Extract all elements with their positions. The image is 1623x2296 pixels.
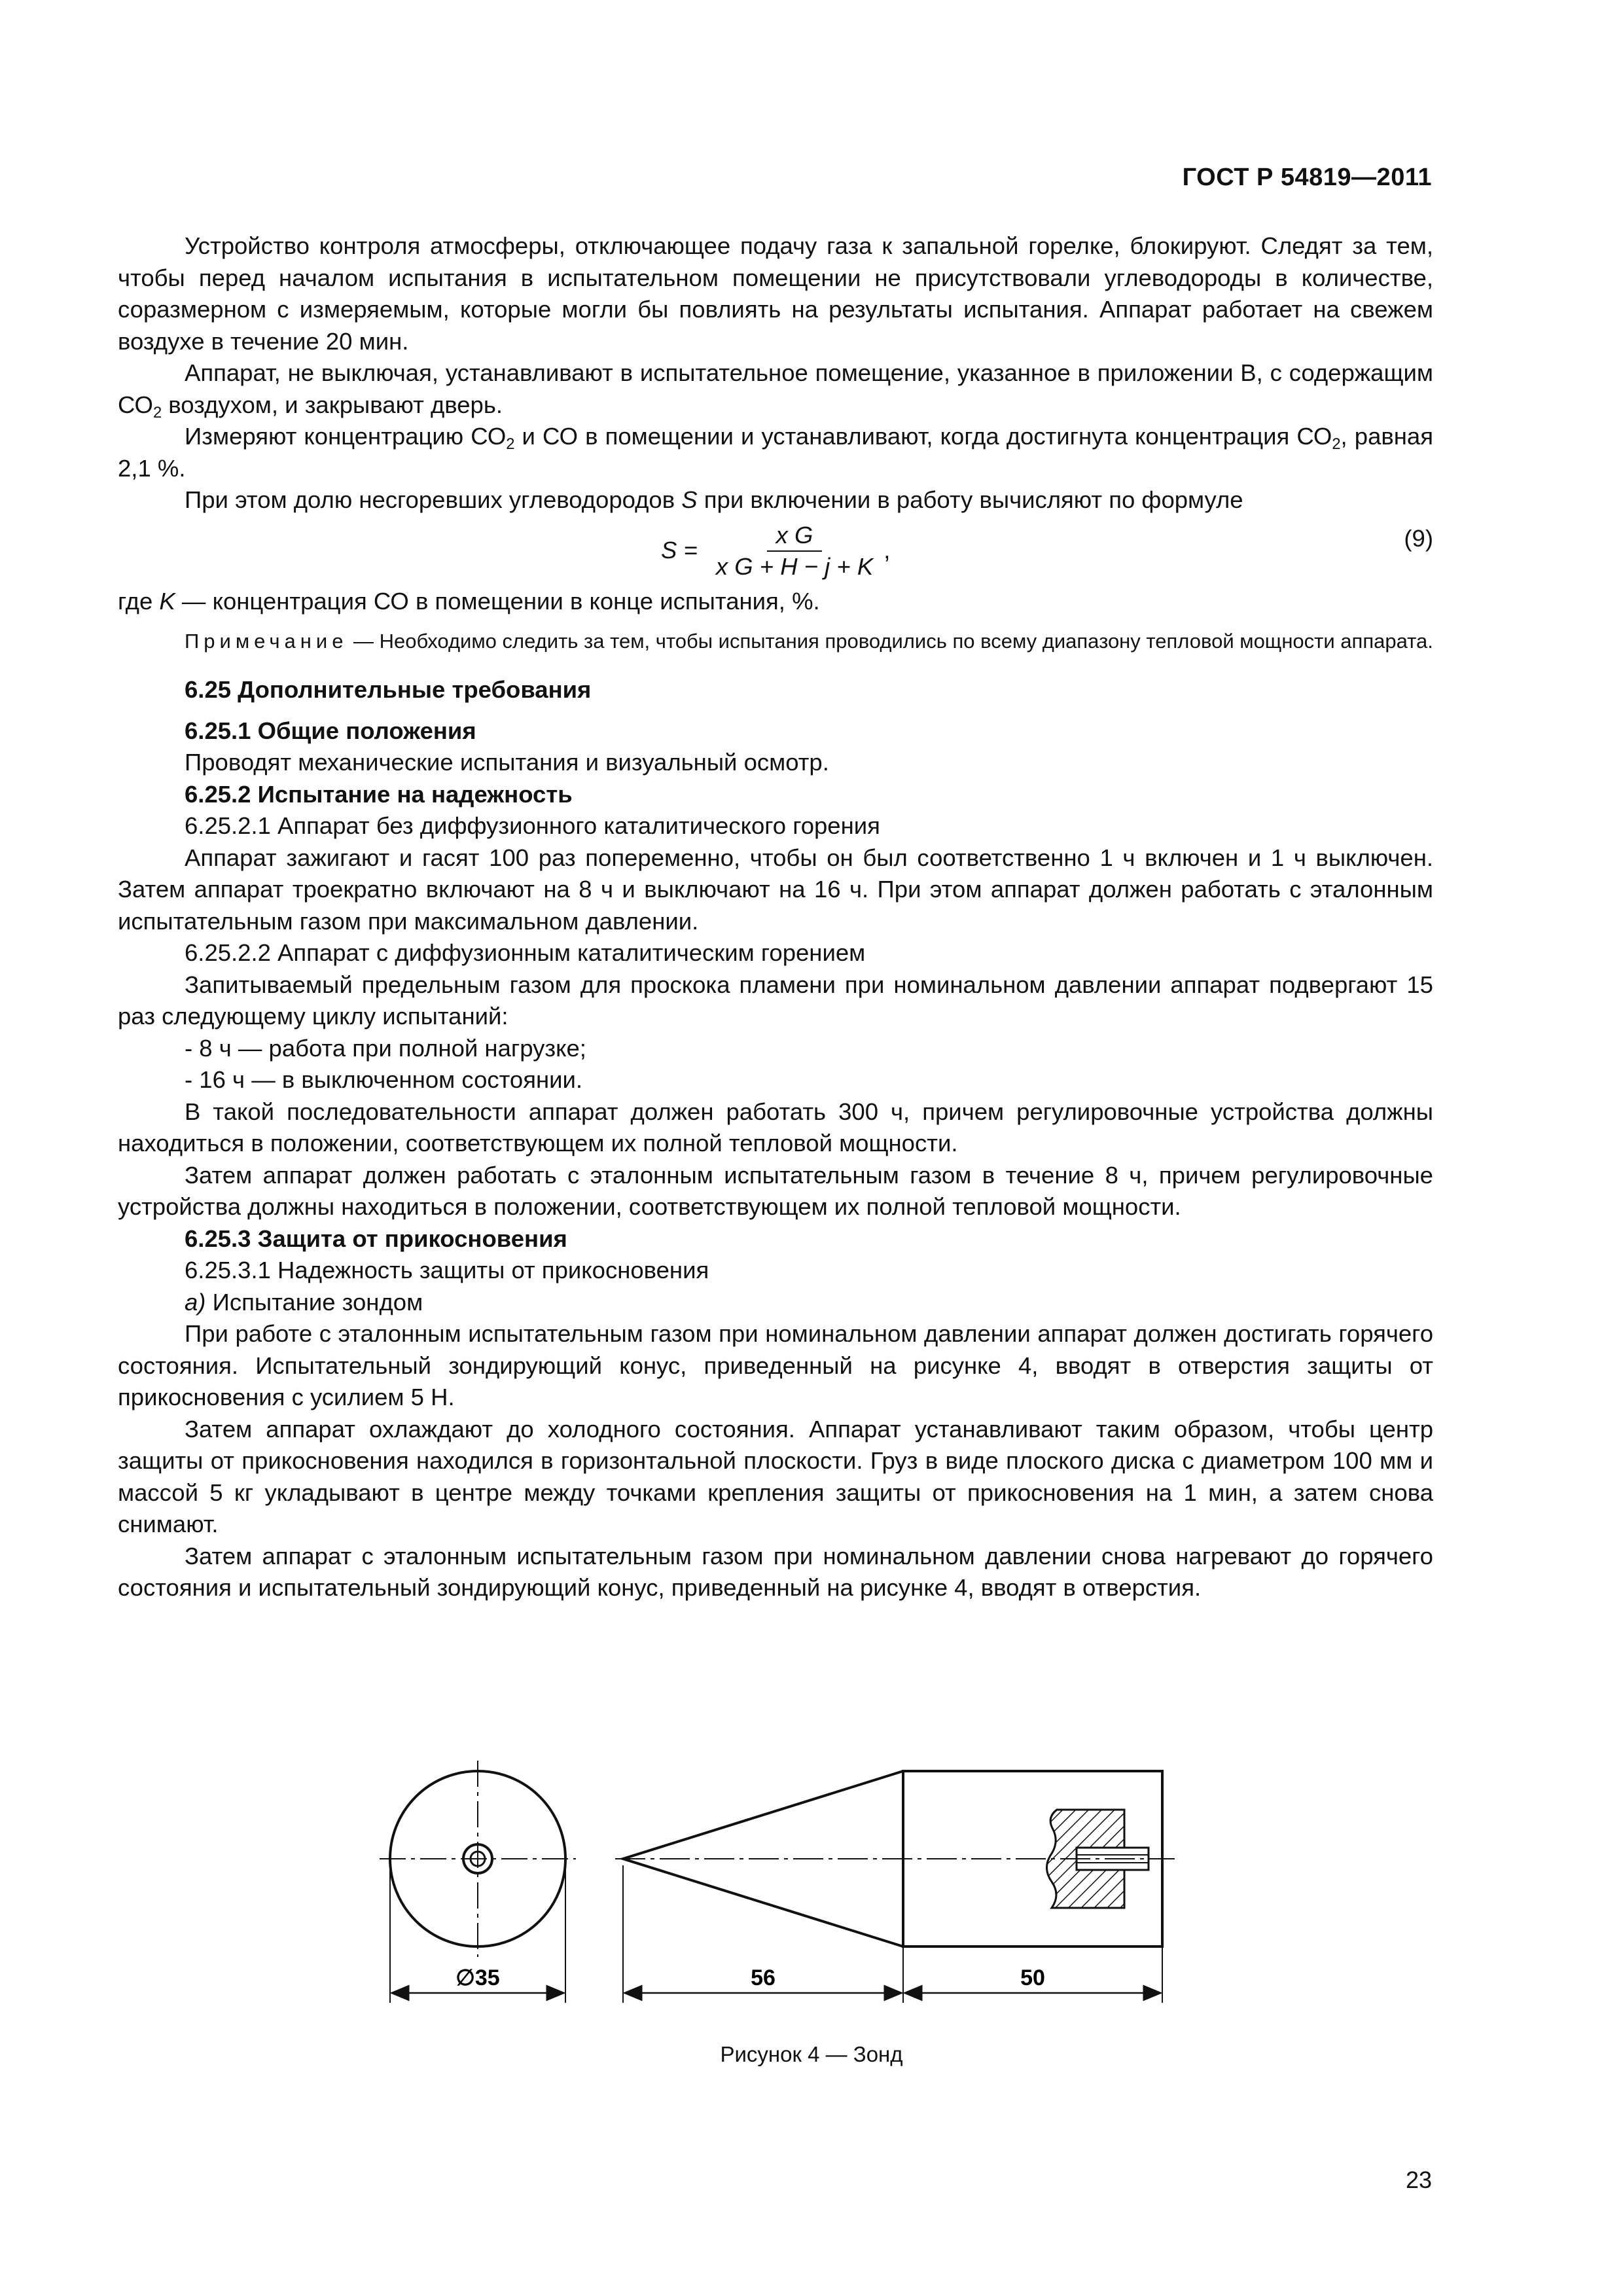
section-heading: 6.25 Дополнительные требования [185,676,592,703]
paragraph: Проводят механические испытания и визуальный осмотр. [185,749,829,776]
dimension-cone-length: 56 [751,1965,776,1990]
paragraph: Затем аппарат должен работать с эталонным испытательным газом в течение 8 ч, причем регулировочные устройства должны находиться в положении, соответствующем их полной тепловой мощности. [118,1161,1433,1220]
page-number: 23 [1405,2166,1432,2193]
note-label: Примечание [185,630,348,653]
clause-title: 6.25.3.1 Надежность защиты от прикосновения [185,1257,709,1283]
dimension-diameter: ∅35 [455,1965,500,1990]
standard-header: ГОСТ Р 54819—2011 [1182,164,1432,191]
document-body [118,230,1433,1604]
paragraph: Устройство контроля атмосферы, отключающее подачу газа к запальной горелке, блокируют. Следят за тем, чтобы перед началом испытания в испытательном помещении не присутствовали углеводороды в количестве, соразмерном с измеряемым, которые могли бы повлиять на результаты испытания. Аппарат работает на свежем воздухе в течение 20 мин. [118,232,1433,355]
formula-9 [118,516,1433,586]
list-item: а) Испытание зондом [185,1288,423,1316]
dimension-cylinder-length: 50 [1020,1965,1045,1990]
subsection-heading: 6.25.1 Общие положения [185,717,476,744]
subsection-heading: 6.25.2 Испытание на надежность [185,780,573,808]
formula-denominator: x G + H − j + K [715,552,874,580]
clause-title: 6.25.2.1 Аппарат без диффузионного каталитического горения [185,812,880,839]
subsection-heading: 6.25.3 Защита от прикосновения [185,1225,567,1252]
paragraph: Аппарат зажигают и гасят 100 раз попеременно, чтобы он был соответственно 1 ч включен и 1 ч выключен. Затем аппарат троекратно включают на 8 ч и выключают на 16 ч. При этом аппарат должен работать с эталонным испытательным газом при максимальном давлении. [118,844,1433,935]
paragraph: В такой последовательности аппарат должен работать 300 ч, причем регулировочные устройства должны находиться в положении, соответствующем их полной тепловой мощности. [118,1098,1433,1157]
end-view [380,1761,576,1957]
figure-caption: Рисунок 4 — Зонд [720,2042,903,2066]
probe-drawing [366,1728,1178,2009]
where-clause: где K — концентрация СО в помещении в конце испытания, %. [118,587,820,615]
paragraph: Запитываемый предельным газом для проскока пламени при номинальном давлении аппарат подвергают 15 раз следующему циклу испытаний: [118,971,1433,1030]
note: Примечание — Необходимо следить за тем, чтобы испытания проводились по всему диапазону тепловой мощности аппарата. [185,630,1433,653]
paragraph: При этом долю несгоревших углеводородов S при включении в работу вычисляют по формуле [185,486,1243,513]
paragraph: Аппарат, не выключая, устанавливают в испытательное помещение, указанное в приложении В, с содержащим $СО_2$ воздухом, и закрывают дверь. [118,359,1433,422]
list-item: - 8 ч — работа при полной нагрузке; [185,1034,586,1062]
side-view [615,1771,1175,1946]
paragraph: При работе с эталонным испытательным газом при номинальном давлении аппарат должен достигать горячего состояния. Испытательный зондирующий конус, приведенный на рисунке 4, вводят в отверстия защиты от прикосновения с усилием 5 Н. [118,1320,1433,1410]
dimensions [390,1865,1162,2003]
list-item: - 16 ч — в выключенном состоянии. [185,1066,583,1093]
equation-number: (9) [1404,524,1433,552]
formula-lhs: S = [661,537,698,564]
paragraph: Затем аппарат охлаждают до холодного состояния. Аппарат устанавливают таким образом, чтобы центр защиты от прикосновения находился в горизонтальной плоскости. Груз в виде плоского диска с диаметром 100 мм и массой 5 кг укладывают в центре между точками крепления защиты от прикосновения на 1 мин, а затем снова снимают. [118,1415,1433,1537]
paragraph: Измеряют концентрацию $СО_2$ и СО в помещении и устанавливают, когда достигнута концентрация $СО_2$, равная 2,1 %. [118,423,1433,482]
formula: S = $\frac{\text{x G}}{\text{x G + H − j + K}}$ , [661,516,890,586]
formula-fraction [707,520,882,582]
clause-title: 6.25.2.2 Аппарат с диффузионным каталитическим горением [185,939,866,966]
paragraph: Затем аппарат с эталонным испытательным газом при номинальном давлении снова нагревают до горячего состояния и испытательный зондирующий конус, приведенный на рисунке 4, вводят в отверстия. [118,1542,1433,1601]
formula-numerator: x G [767,520,823,552]
